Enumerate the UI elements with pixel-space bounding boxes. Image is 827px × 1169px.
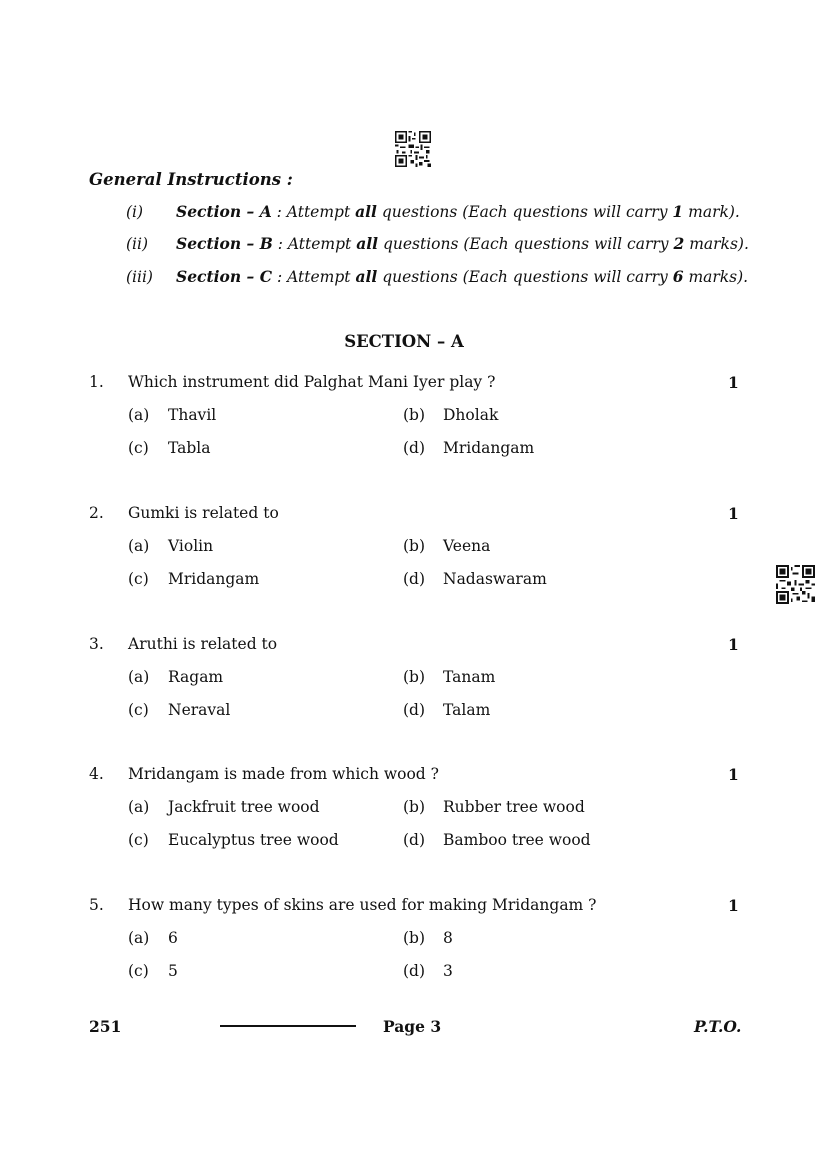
option-text: Rubber tree wood [443,798,585,816]
option-text: Bamboo tree wood [443,831,591,849]
option-label: (a) [128,537,150,555]
instruction-text: : Attempt [272,268,356,286]
option [128,668,223,686]
qr-code-side [776,565,815,604]
instruction-text: questions (Each questions will carry [377,268,673,286]
instruction-marks: 1 [672,202,684,221]
question-text: How many types of skins are used for making Mridangam ? [128,896,597,914]
option-text: Neraval [168,701,231,719]
option [128,831,339,849]
question-marks: 1 [728,896,739,915]
instruction-marks: 2 [673,234,685,253]
option-label: (d) [403,570,426,588]
option-text: Mridangam [443,439,535,457]
option-text: 3 [443,962,453,980]
option [403,701,490,719]
option-label: (a) [128,798,150,816]
option-text: Tanam [443,668,496,686]
option [128,439,211,457]
paper-code: 251 [89,1017,122,1036]
option-text: 5 [168,962,178,980]
question-text: Mridangam is made from which wood ? [128,765,439,783]
instruction-item [126,201,740,223]
instruction-item [126,233,749,255]
option-text: Nadaswaram [443,570,547,588]
option-text: Violin [168,537,214,555]
instruction-section: Section – C [176,267,273,286]
option [403,798,585,816]
option-label: (c) [128,831,149,849]
instruction-marks: 6 [672,267,684,286]
instruction-text: questions (Each questions will carry [376,203,673,221]
option [128,929,178,947]
instruction-text: : Attempt [272,235,357,253]
option-text: Mridangam [168,570,260,588]
general-instructions-title: General Instructions : [89,170,293,189]
option [403,962,453,980]
option-text: Dholak [443,406,499,424]
option-label: (c) [128,439,149,457]
option-text: 8 [443,929,453,947]
option-label: (a) [128,406,150,424]
option [403,570,547,588]
option [403,668,495,686]
option-label: (b) [403,668,426,686]
instruction-section: Section – B [176,234,273,253]
option [403,537,490,555]
question-number: 2. [89,504,104,522]
option-text: 6 [168,929,178,947]
question-marks: 1 [728,373,739,392]
option-text: Thavil [168,406,217,424]
instruction-item [126,266,748,288]
option [403,929,453,947]
option [403,406,498,424]
option [128,537,213,555]
question-marks: 1 [728,504,739,523]
option [128,962,178,980]
option-label: (d) [403,701,426,719]
instruction-text: mark). [683,203,740,221]
option-label: (b) [403,406,426,424]
footer-divider [220,1025,356,1027]
option-label: (a) [128,929,150,947]
instruction-number: (i) [126,203,144,221]
instruction-number: (iii) [126,268,153,286]
instruction-section: Section – A [176,202,272,221]
question-marks: 1 [728,635,739,654]
option-label: (d) [403,962,426,980]
option [128,570,259,588]
option [128,798,320,816]
instruction-all: all [355,267,378,286]
section-heading: SECTION – A [344,332,464,351]
option-label: (b) [403,537,426,555]
option-label: (c) [128,570,149,588]
option-text: Ragam [168,668,224,686]
option [403,439,534,457]
option-label: (c) [128,962,149,980]
question-number: 3. [89,635,104,653]
option-label: (b) [403,929,426,947]
qr-code-top [395,131,431,167]
option-label: (d) [403,439,426,457]
option-text: Eucalyptus tree wood [168,831,339,849]
option-text: Tabla [168,439,211,457]
option-label: (a) [128,668,150,686]
page-number: Page 3 [383,1017,442,1036]
pto-label: P.T.O. [694,1017,742,1036]
question-marks: 1 [728,765,739,784]
option [403,831,591,849]
question-text: Which instrument did Palghat Mani Iyer play ? [128,373,496,391]
option-text: Veena [443,537,491,555]
question-number: 4. [89,765,104,783]
instruction-text: marks). [684,235,749,253]
option-label: (b) [403,798,426,816]
instruction-number: (ii) [126,235,149,253]
option-label: (c) [128,701,149,719]
instruction-text: : Attempt [271,203,356,221]
instruction-text: marks). [683,268,749,286]
instruction-all: all [356,234,379,253]
option-text: Jackfruit tree wood [168,798,320,816]
question-text: Aruthi is related to [128,635,278,653]
question-number: 1. [89,373,104,391]
instruction-text: questions (Each questions will carry [378,235,674,253]
option [128,406,216,424]
option [128,701,230,719]
option-label: (d) [403,831,426,849]
option-text: Talam [443,701,491,719]
question-text: Gumki is related to [128,504,279,522]
question-number: 5. [89,896,104,914]
instruction-all: all [355,202,377,221]
